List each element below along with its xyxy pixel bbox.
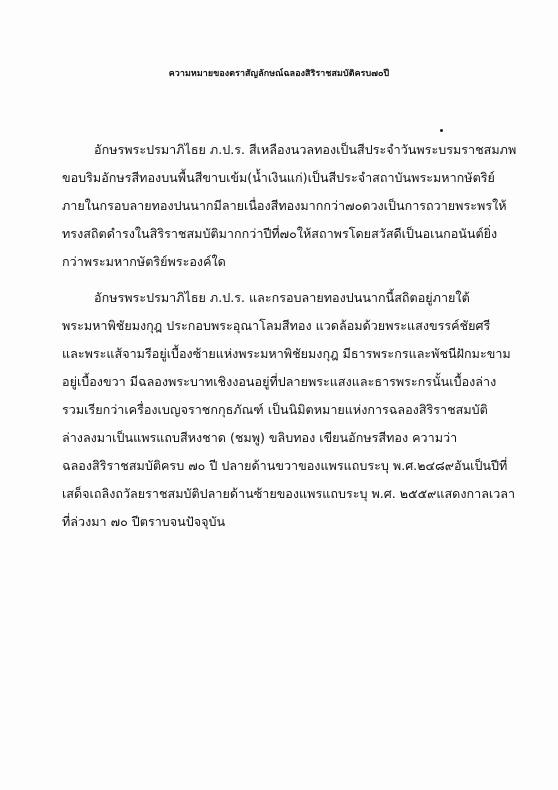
paragraph-line: ฉลองสิริราชสมบัติครบ ๗๐ ปี ปลายด้านขวาของแพรแถบระบุ พ.ศ.๒๔๘๙อันเป็นปีที่ xyxy=(62,458,508,473)
paragraph-line: ทรงสถิตดำรงในสิริราชสมบัติมากกว่าปีที่๗๐ให้สถาพรโดยสวัสดีเป็นอเนกอนันต์ยิ่ง xyxy=(62,226,498,241)
paragraph-line: อักษรพระปรมาภิไธย ภ.ป.ร. สีเหลืองนวลทองเป็นสีประจำวันพระบรมราชสมภพ xyxy=(94,142,517,157)
paragraph-1 xyxy=(62,136,532,276)
paragraph-line: ที่ล่วงมา ๗๐ ปีตราบจนปัจจุบัน xyxy=(62,514,226,529)
paragraph-line: และพระแส้จามรีอยู่เบื้องซ้ายแห่งพระมหาพิชัยมงกุฎ มีธารพระกรและพัชนีฝักมะขาม xyxy=(62,346,511,361)
paragraph-line: เสด็จเถลิงถวัลยราชสมบัติปลายด้านซ้ายของแพรแถบระบุ พ.ศ. ๒๕๕๙แสดงกาลเวลา xyxy=(62,486,516,501)
paragraph-line: รวมเรียกว่าเครื่องเบญจราชกกุธภัณฑ์ เป็นนิมิตหมายแห่งการฉลองสิริราชสมบัติ xyxy=(62,402,488,417)
paragraph-line: ภายในกรอบลายทองปนนากมีลายเนื่องสีทองมากกว่า๗๐ดวงเป็นการถวายพระพรให้ xyxy=(62,198,507,213)
paragraph-line: พระมหาพิชัยมงกุฎ ประกอบพระอุณาโลมสีทอง แวดล้อมด้วยพระแสงขรรค์ชัยศรี xyxy=(62,318,491,333)
paragraph-line: กว่าพระมหากษัตริย์พระองค์ใด xyxy=(62,254,226,269)
paragraph-line: ขอบริมอักษรสีทองบนพื้นสีขาบเข้ม(น้ำเงินแก่)เป็นสีประจำสถาบันพระมหากษัตริย์ xyxy=(62,170,495,185)
paragraph-line: อักษรพระปรมาภิไธย ภ.ป.ร. และกรอบลายทองปนนากนี้สถิตอยู่ภายใต้ xyxy=(94,290,470,305)
ink-speck xyxy=(440,129,443,132)
paragraph-line: อยู่เบื้องขวา มีฉลองพระบาทเชิงงอนอยู่ที่ปลายพระแสงและธารพระกรนั้นเบื้องล่าง xyxy=(62,374,497,389)
page-title: ความหมายของตราสัญลักษณ์ฉลองสิริราชสมบัติครบ๗๐ปี xyxy=(168,69,390,79)
paragraph-line: ล่างลงมาเป็นแพรแถบสีหงชาด (ชมพู) ขลิบทอง เขียนอักษรสีทอง ความว่า xyxy=(62,430,458,445)
paragraph-2 xyxy=(62,284,532,536)
